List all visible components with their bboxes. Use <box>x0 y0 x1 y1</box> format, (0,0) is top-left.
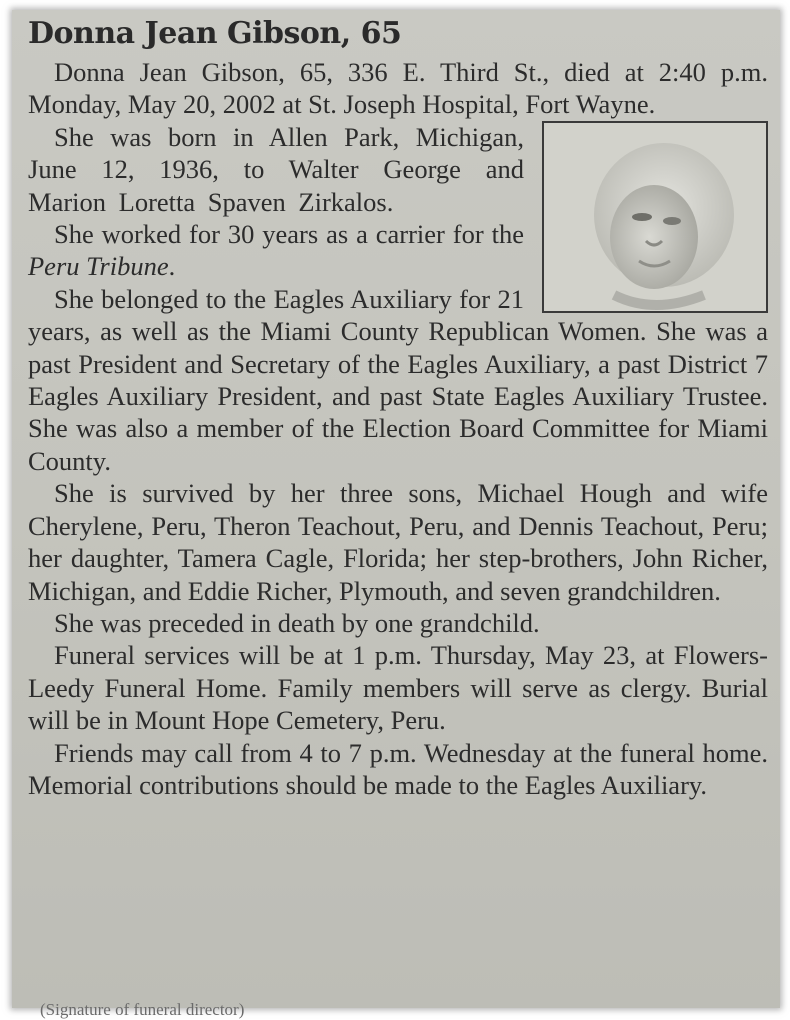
paragraph-death-notice: Donna Jean Gibson, 65, 336 E. Third St., died at 2:40 p.m. Monday, May 20, 2002 at St. Joseph Hospital, Fort Wayne. <box>28 57 768 120</box>
obituary-headline: Donna Jean Gibson, 65 <box>28 16 402 51</box>
paragraph-birth: She was born in Allen Park, Michigan, June 12, 1936, to Walter George and Marion Loretta Spaven Zirkalos. <box>28 121 524 217</box>
paragraph-preceded: She was preceded in death by one grandchild. <box>54 607 540 638</box>
obituary-body <box>28 56 768 801</box>
footer-cutoff-text: (Signature of funeral director) <box>40 1000 245 1019</box>
paragraph-survivors: She is survived by her three sons, Michael Hough and wife Cherylene, Peru, Theron Teachout, Peru, and Dennis Teachout, Peru; her daughter, Tamera Cagle, Florida; her step-brothers, John Richer, Michigan, and Eddie Richer, Plymouth, and seven grandchildren. <box>28 478 768 606</box>
career-text: She worked for 30 years as a carrier for the <box>54 219 524 250</box>
portrait-photo <box>542 121 768 313</box>
newspaper-name: Peru Tribune <box>28 251 169 282</box>
paragraph-funeral: Funeral services will be at 1 p.m. Thursday, May 23, at Flowers-Leedy Funeral Home. Family members will serve as clergy. Burial will be in Mount Hope Cemetery, Peru. <box>28 640 768 736</box>
paragraph-visitation: Friends may call from 4 to 7 p.m. Wednesday at the funeral home. Memorial contributions should be made to the Eagles Auxiliary. <box>28 737 768 800</box>
portrait-face-image <box>584 145 734 305</box>
obituary-clipping <box>12 10 780 1019</box>
paragraph-memberships: She belonged to the Eagles Auxiliary for 21 years, as well as the Miami County Republican Women. She was a past President and Secretary of the Eagles Auxiliary, a past District 7 Eagles Auxiliary President, and past State Eagles Auxiliary Trustee. She was also a member of the Election Board Committee for Miami County. <box>28 283 768 476</box>
career-text-end: . <box>168 251 176 282</box>
